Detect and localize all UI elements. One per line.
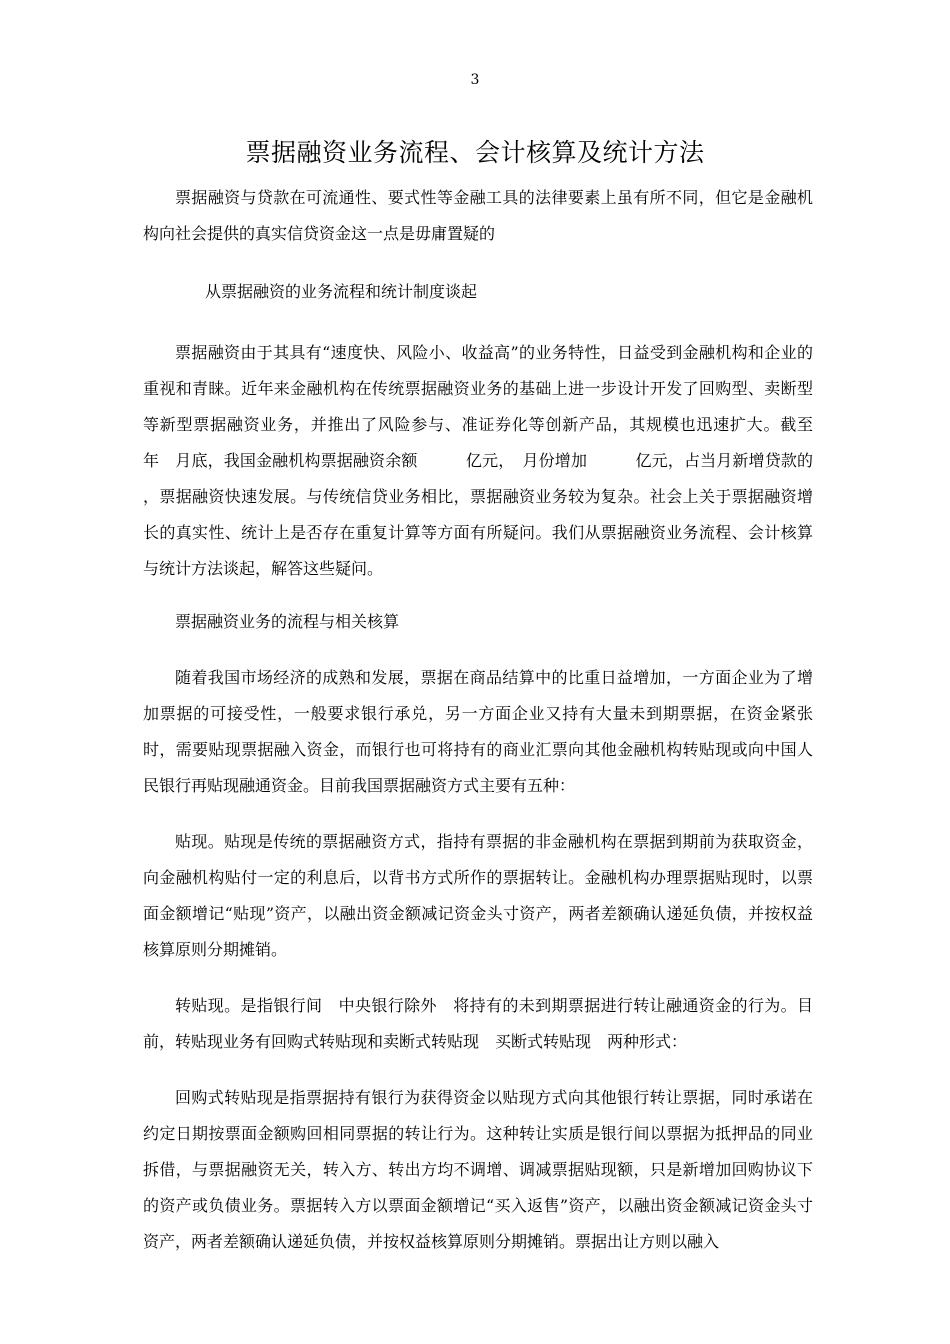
paragraph-rediscount: 转贴现。是指银行间 中央银行除外 将持有的未到期票据进行转让融通资金的行为。目前，转贴现业务有回购式转贴现和卖断式转贴现 买断式转贴现 两种形式： — [143, 996, 813, 1051]
page-number: 3 — [470, 72, 480, 88]
paragraph-market-development: 随着我国市场经济的成熟和发展，票据在商品结算中的比重日益增加，一方面企业为了增加票据的可接受性，一般要求银行承兑，另一方面企业又持有大量未到期票据，在资金紧张时，需要贴现票据融入资金，而银行也可将持有的商业汇票向其他金融机构转贴现或向中国人民银行再贴现融通资金。目前我国票据融资方式主要有五种： — [143, 668, 813, 795]
document-title: 票据融资业务流程、会计核算及统计方法 — [245, 138, 705, 167]
section-heading-discussion: 从票据融资的业务流程和统计制度谈起 — [205, 282, 478, 301]
document-body — [143, 180, 846, 1260]
paragraph-intro: 票据融资与贷款在可流通性、要式性等金融工具的法律要素上虽有所不同，但它是金融机构向社会提供的真实信贷资金这一点是毋庸置疑的 — [143, 188, 813, 243]
section-heading-process: 票据融资业务的流程与相关核算 — [175, 612, 400, 631]
paragraph-overview: 票据融资由于其具有“速度快、风险小、收益高”的业务特性，日益受到金融机构和企业的重视和青睐。近年来金融机构在传统票据融资业务的基础上进一步设计开发了回购型、卖断型等新型票据融资业务，并推出了风险参与、准证券化等创新产品，其规模也迅速扩大。截至 年 月底，我国金融机构票据融资余额 亿元， 月份增加 亿元，占当月新增贷款的 ，票据融资快速发展。与传统信贷业务相比，票据融资业务较为复杂。社会上关于票据融资增长的真实性、统计上是否存在重复计算等方面有所疑问。我们从票据融资业务流程、会计核算与统计方法谈起，解答这些疑问。 — [143, 343, 846, 578]
paragraph-repo-rediscount: 回购式转贴现是指票据持有银行为获得资金以贴现方式向其他银行转让票据，同时承诺在约定日期按票面金额购回相同票据的转让行为。这种转让实质是银行间以票据为抵押品的同业拆借，与票据融资无关，转入方、转出方均不调增、调减票据贴现额，只是新增加回购协议下的资产或负债业务。票据转入方以票面金额增记“买入返售”资产，以融出资金额减记资金头寸资产，两者差额确认递延负债，并按权益核算原则分期摊销。票据出让方则以融入 — [143, 1088, 813, 1251]
paragraph-discount: 贴现。贴现是传统的票据融资方式，指持有票据的非金融机构在票据到期前为获取资金，向金融机构贴付一定的利息后，以背书方式所作的票据转让。金融机构办理票据贴现时，以票面金额增记“贴现”资产，以融出资金额减记资金头寸资产，两者差额确认递延负债，并按权益核算原则分期摊销。 — [143, 832, 813, 959]
